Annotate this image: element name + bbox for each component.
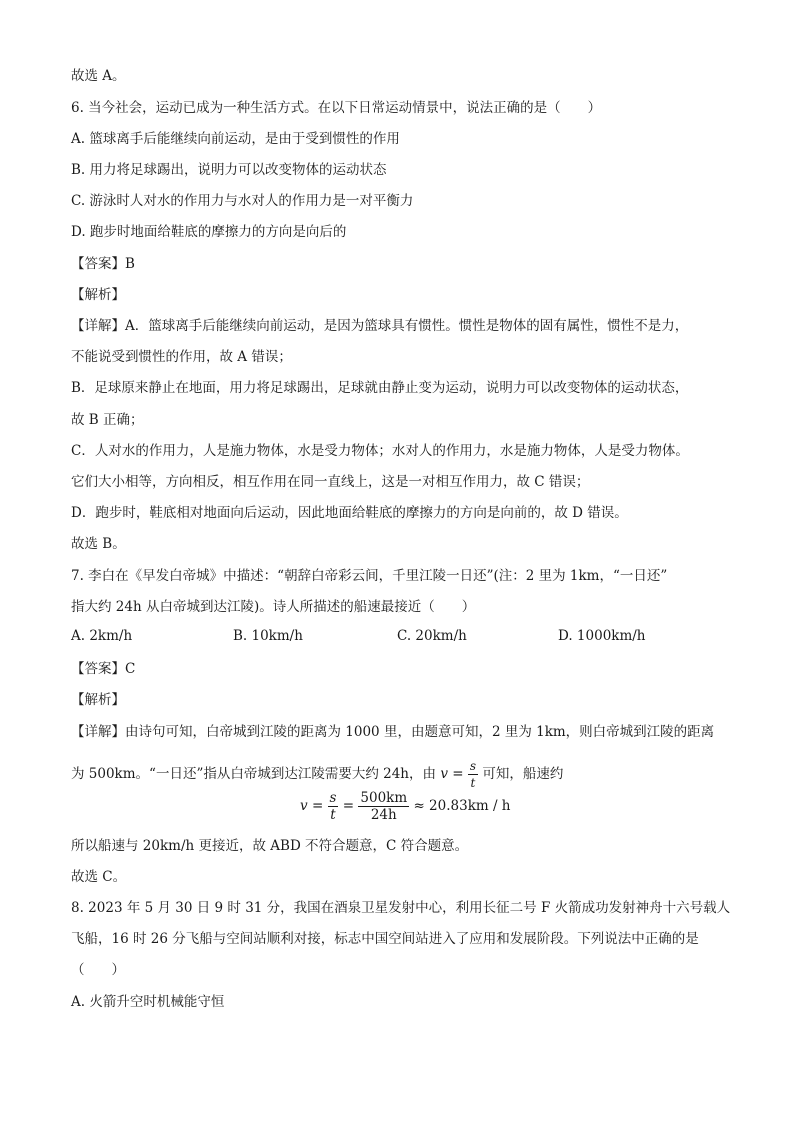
q8-option-a: A. 火箭升空时机械能守恒 [71, 994, 225, 1010]
q6-detail-1: 【详解】A．篮球离手后能继续向前运动，是因为篮球具有惯性。惯性是物体的固有属性，惯性不是力， [71, 318, 689, 334]
q6-option-b: B. 用力将足球踢出，说明力可以改变物体的运动状态 [71, 162, 387, 178]
q6-detail-6: 它们大小相等，方向相反，相互作用在同一直线上，这是一对相互作用力，故 C 错误； [71, 474, 590, 490]
q6-option-c: C. 游泳时人对水的作用力与水对人的作用力是一对平衡力 [71, 193, 414, 209]
inline-v: v [440, 766, 448, 782]
q7-detail-2-suffix: 可知，船速约 [482, 766, 564, 782]
q6-detail-5: C．人对水的作用力，人是施力物体，水是受力物体；水对人的作用力，水是施力物体，人是受力物体。 [71, 443, 689, 459]
q6-analysis-label: 【解析】 [71, 287, 125, 303]
q7-conclusion: 故选 C。 [71, 869, 127, 885]
q6-option-a: A. 篮球离手后能继续向前运动，是由于受到惯性的作用 [71, 131, 400, 147]
q8-stem-3: （ ） [71, 962, 125, 978]
q6-stem: 6. 当今社会，运动已成为一种生活方式。在以下日常运动情景中，说法正确的是（ ） [71, 100, 602, 116]
q7-detail-1: 【详解】由诗句可知，白帝城到江陵的距离为 1000 里，由题意可知，2 里为 1km，则白帝城到江陵的距离 [71, 724, 715, 740]
formula-v: v [300, 798, 308, 814]
line-choose-a: 故选 A。 [71, 68, 126, 84]
q6-option-d: D. 跑步时地面给鞋底的摩擦力的方向是向后的 [71, 224, 347, 240]
formula-t: t [330, 807, 336, 823]
q7-detail-3: 所以船速与 20km/h 更接近，故 ABD 不符合题意，C 符合题意。 [71, 838, 469, 854]
q7-detail-2 [71, 758, 563, 791]
q7-analysis-label: 【解析】 [71, 692, 125, 708]
q6-conclusion: 故选 B。 [71, 536, 126, 552]
q6-detail-4: 故 B 正确； [71, 412, 144, 428]
inline-fraction-numerator: s [469, 759, 477, 773]
inline-equals: = [452, 766, 464, 782]
q8-stem-2: 飞船，16 时 26 分飞船与空间站顺利对接，标志中国空间站进入了应用和发展阶段。下列说法中正确的是 [71, 931, 699, 947]
formula-denominator: 24h [370, 807, 397, 823]
q8-stem-1: 8. 2023 年 5 月 30 日 9 时 31 分，我国在酒泉卫星发射中心，利用长征二号 F 火箭成功发射神舟十六号载人 [71, 900, 731, 916]
q6-detail-2: 不能说受到惯性的作用，故 A 错误； [71, 349, 292, 365]
formula-result: ≈ 20.83km / h [413, 798, 511, 814]
q7-answer: 【答案】C [71, 661, 136, 677]
q7-option-b: B. 10km/h [233, 628, 303, 644]
formula-equals-2: = [342, 798, 355, 814]
formula-numerator: 500km [360, 790, 408, 806]
q7-option-d: D. 1000km/h [558, 628, 646, 644]
inline-fraction [468, 758, 478, 791]
q7-option-c: C. 20km/h [397, 628, 467, 644]
q6-detail-3: B．足球原来静止在地面，用力将足球踢出，足球就由静止变为运动，说明力可以改变物体的运动状态， [71, 380, 689, 396]
formula-equals-1: = [311, 798, 324, 814]
q7-stem-1: 7. 李白在《早发白帝城》中描述：“朝辞白帝彩云间，千里江陵一日还”(注：2 里为 1km，“一日还” [71, 568, 668, 584]
inline-fraction-denominator: t [470, 776, 476, 790]
q7-detail-2-prefix: 为 500km。“一日还”指从白帝城到达江陵需要大约 24h，由 [71, 766, 437, 782]
formula-fraction-values [358, 790, 409, 823]
q7-stem-2: 指大约 24h 从白帝城到达江陵)。诗人所描述的船速最接近（ ） [71, 599, 476, 615]
q6-answer: 【答案】B [71, 256, 135, 272]
q6-detail-7: D．跑步时，鞋底相对地面向后运动，因此地面给鞋底的摩擦力的方向是向前的，故 D 错误。 [71, 505, 628, 521]
speed-formula [300, 790, 511, 834]
q7-option-a: A. 2km/h [71, 628, 133, 644]
formula-s: s [329, 790, 337, 806]
q7-options [71, 628, 711, 648]
formula-fraction-s-t [328, 790, 339, 823]
